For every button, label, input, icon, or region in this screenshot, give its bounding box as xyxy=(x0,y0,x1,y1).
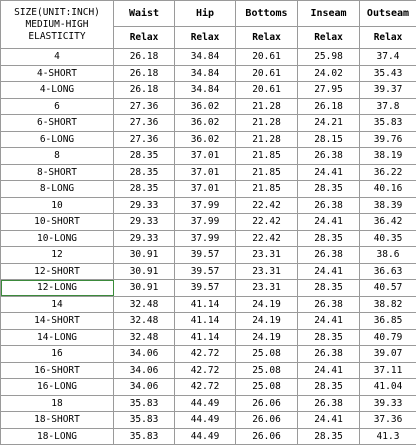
outseam-cell[interactable]: 41.3 xyxy=(360,428,416,445)
outseam-cell[interactable]: 36.63 xyxy=(360,263,416,280)
outseam-cell[interactable]: 35.43 xyxy=(360,65,416,82)
table-row xyxy=(1,131,416,148)
hip-cell[interactable]: 42.72 xyxy=(175,346,236,363)
outseam-cell[interactable]: 36.42 xyxy=(360,214,416,231)
size-cell[interactable]: 16 xyxy=(1,346,114,363)
hip-cell[interactable]: 44.49 xyxy=(175,412,236,429)
column-header-inseam[interactable]: Inseam xyxy=(298,1,360,27)
size-cell[interactable]: 8-SHORT xyxy=(1,164,114,181)
inseam-cell[interactable]: 26.38 xyxy=(298,296,360,313)
waist-cell[interactable]: 35.83 xyxy=(114,428,175,445)
hip-cell[interactable]: 34.84 xyxy=(175,65,236,82)
inseam-cell[interactable]: 24.41 xyxy=(298,164,360,181)
inseam-cell[interactable]: 24.41 xyxy=(298,263,360,280)
hip-cell[interactable]: 36.02 xyxy=(175,115,236,132)
bottoms-cell[interactable]: 20.61 xyxy=(236,65,298,82)
inseam-cell[interactable]: 25.98 xyxy=(298,49,360,66)
column-header-waist[interactable]: Waist xyxy=(114,1,175,27)
waist-cell[interactable]: 26.18 xyxy=(114,65,175,82)
inseam-cell[interactable]: 24.41 xyxy=(298,412,360,429)
hip-cell[interactable]: 36.02 xyxy=(175,98,236,115)
hip-cell[interactable]: 41.14 xyxy=(175,313,236,330)
size-cell[interactable]: 8-LONG xyxy=(1,181,114,198)
waist-cell[interactable]: 29.33 xyxy=(114,230,175,247)
size-cell[interactable]: 6-LONG xyxy=(1,131,114,148)
bottoms-cell[interactable]: 21.28 xyxy=(236,131,298,148)
outseam-cell[interactable]: 40.35 xyxy=(360,230,416,247)
hip-cell[interactable]: 39.57 xyxy=(175,263,236,280)
fit-label-hip[interactable]: Relax xyxy=(175,27,236,49)
outseam-cell[interactable]: 40.57 xyxy=(360,280,416,297)
bottoms-cell[interactable]: 25.08 xyxy=(236,346,298,363)
bottoms-cell[interactable]: 24.19 xyxy=(236,313,298,330)
table-row xyxy=(1,181,416,198)
size-cell[interactable]: 10 xyxy=(1,197,114,214)
table-row xyxy=(1,214,416,231)
bottoms-cell[interactable]: 23.31 xyxy=(236,263,298,280)
table-row xyxy=(1,412,416,429)
size-cell[interactable]: 16-SHORT xyxy=(1,362,114,379)
waist-cell[interactable]: 30.91 xyxy=(114,263,175,280)
hip-cell[interactable]: 37.01 xyxy=(175,148,236,165)
bottoms-cell[interactable]: 24.19 xyxy=(236,329,298,346)
outseam-cell[interactable]: 37.11 xyxy=(360,362,416,379)
bottoms-cell[interactable]: 26.06 xyxy=(236,428,298,445)
inseam-cell[interactable]: 26.38 xyxy=(298,395,360,412)
waist-cell[interactable]: 32.48 xyxy=(114,329,175,346)
waist-cell[interactable]: 35.83 xyxy=(114,412,175,429)
inseam-cell[interactable]: 27.95 xyxy=(298,82,360,99)
table-row xyxy=(1,65,416,82)
bottoms-cell[interactable]: 20.61 xyxy=(236,49,298,66)
hip-cell[interactable]: 44.49 xyxy=(175,428,236,445)
table-row xyxy=(1,197,416,214)
table-row xyxy=(1,82,416,99)
size-cell[interactable]: 6 xyxy=(1,98,114,115)
bottoms-cell[interactable]: 22.42 xyxy=(236,214,298,231)
outseam-cell[interactable]: 39.07 xyxy=(360,346,416,363)
bottoms-cell[interactable]: 25.08 xyxy=(236,379,298,396)
outseam-cell[interactable]: 38.6 xyxy=(360,247,416,264)
outseam-cell[interactable]: 37.4 xyxy=(360,49,416,66)
table-row xyxy=(1,148,416,165)
bottoms-cell[interactable]: 20.61 xyxy=(236,82,298,99)
size-unit-label: SIZE(UNIT:INCH) xyxy=(1,7,113,19)
size-cell[interactable]: 4-LONG xyxy=(1,82,114,99)
waist-cell[interactable]: 30.91 xyxy=(114,247,175,264)
inseam-cell[interactable]: 24.41 xyxy=(298,214,360,231)
hip-cell[interactable]: 41.14 xyxy=(175,296,236,313)
outseam-cell[interactable]: 38.19 xyxy=(360,148,416,165)
outseam-cell[interactable]: 37.36 xyxy=(360,412,416,429)
table-row xyxy=(1,428,416,445)
table-header xyxy=(1,1,416,49)
column-header-row xyxy=(1,1,416,27)
bottoms-cell[interactable]: 21.28 xyxy=(236,115,298,132)
elasticity-label-line1: MEDIUM-HIGH xyxy=(1,19,113,31)
bottoms-cell[interactable]: 23.31 xyxy=(236,247,298,264)
size-cell[interactable]: 16-LONG xyxy=(1,379,114,396)
waist-cell[interactable]: 30.91 xyxy=(114,280,175,297)
outseam-cell[interactable]: 36.85 xyxy=(360,313,416,330)
hip-cell[interactable]: 37.01 xyxy=(175,181,236,198)
bottoms-cell[interactable]: 23.31 xyxy=(236,280,298,297)
size-cell[interactable]: 14-LONG xyxy=(1,329,114,346)
table-row xyxy=(1,98,416,115)
size-cell[interactable]: 4 xyxy=(1,49,114,66)
fit-label-inseam[interactable]: Relax xyxy=(298,27,360,49)
waist-cell[interactable]: 34.06 xyxy=(114,379,175,396)
bottoms-cell[interactable]: 22.42 xyxy=(236,197,298,214)
hip-cell[interactable]: 44.49 xyxy=(175,395,236,412)
hip-cell[interactable]: 34.84 xyxy=(175,82,236,99)
size-cell[interactable]: 12-SHORT xyxy=(1,263,114,280)
bottoms-cell[interactable]: 26.06 xyxy=(236,412,298,429)
outseam-cell[interactable]: 39.33 xyxy=(360,395,416,412)
size-cell[interactable]: 12-LONG xyxy=(1,280,114,297)
size-cell[interactable]: 8 xyxy=(1,148,114,165)
bottoms-cell[interactable]: 24.19 xyxy=(236,296,298,313)
outseam-cell[interactable]: 39.76 xyxy=(360,131,416,148)
waist-cell[interactable]: 26.18 xyxy=(114,82,175,99)
size-cell[interactable]: 18-LONG xyxy=(1,428,114,445)
size-cell[interactable]: 10-SHORT xyxy=(1,214,114,231)
bottoms-cell[interactable]: 21.85 xyxy=(236,164,298,181)
elasticity-label-line2: ELASTICITY xyxy=(1,31,113,43)
waist-cell[interactable]: 29.33 xyxy=(114,214,175,231)
table-row xyxy=(1,313,416,330)
column-header-bottoms[interactable]: Bottoms xyxy=(236,1,298,27)
outseam-cell[interactable]: 35.83 xyxy=(360,115,416,132)
hip-cell[interactable]: 39.57 xyxy=(175,280,236,297)
waist-cell[interactable]: 28.35 xyxy=(114,148,175,165)
table-row xyxy=(1,296,416,313)
bottoms-cell[interactable]: 21.85 xyxy=(236,181,298,198)
inseam-cell[interactable]: 28.35 xyxy=(298,181,360,198)
size-cell[interactable]: 12 xyxy=(1,247,114,264)
waist-cell[interactable]: 26.18 xyxy=(114,49,175,66)
outseam-cell[interactable]: 38.39 xyxy=(360,197,416,214)
hip-cell[interactable]: 34.84 xyxy=(175,49,236,66)
fit-label-waist[interactable]: Relax xyxy=(114,27,175,49)
table-row xyxy=(1,263,416,280)
waist-cell[interactable]: 34.06 xyxy=(114,362,175,379)
waist-cell[interactable]: 35.83 xyxy=(114,395,175,412)
table-row xyxy=(1,395,416,412)
size-cell[interactable]: 14 xyxy=(1,296,114,313)
waist-cell[interactable]: 29.33 xyxy=(114,197,175,214)
fit-label-bottoms[interactable]: Relax xyxy=(236,27,298,49)
table-body xyxy=(1,49,416,445)
table-row xyxy=(1,164,416,181)
inseam-cell[interactable]: 26.38 xyxy=(298,148,360,165)
hip-cell[interactable]: 39.57 xyxy=(175,247,236,264)
table-row xyxy=(1,247,416,264)
inseam-cell[interactable]: 28.35 xyxy=(298,280,360,297)
inseam-cell[interactable]: 26.38 xyxy=(298,197,360,214)
table-row xyxy=(1,280,416,297)
outseam-cell[interactable]: 40.79 xyxy=(360,329,416,346)
table-row xyxy=(1,346,416,363)
hip-cell[interactable]: 37.01 xyxy=(175,164,236,181)
table-row xyxy=(1,49,416,66)
hip-cell[interactable]: 41.14 xyxy=(175,329,236,346)
waist-cell[interactable]: 34.06 xyxy=(114,346,175,363)
table-row xyxy=(1,379,416,396)
table-row xyxy=(1,115,416,132)
size-cell[interactable]: 4-SHORT xyxy=(1,65,114,82)
inseam-cell[interactable]: 26.18 xyxy=(298,98,360,115)
size-cell[interactable]: 18-SHORT xyxy=(1,412,114,429)
size-header-cell[interactable] xyxy=(1,1,114,49)
inseam-cell[interactable]: 28.35 xyxy=(298,329,360,346)
outseam-cell[interactable]: 41.04 xyxy=(360,379,416,396)
size-cell[interactable]: 18 xyxy=(1,395,114,412)
column-header-hip[interactable]: Hip xyxy=(175,1,236,27)
hip-cell[interactable]: 36.02 xyxy=(175,131,236,148)
hip-cell[interactable]: 37.99 xyxy=(175,214,236,231)
outseam-cell[interactable]: 40.16 xyxy=(360,181,416,198)
inseam-cell[interactable]: 28.15 xyxy=(298,131,360,148)
inseam-cell[interactable]: 28.35 xyxy=(298,379,360,396)
waist-cell[interactable]: 27.36 xyxy=(114,98,175,115)
size-cell[interactable]: 10-LONG xyxy=(1,230,114,247)
hip-cell[interactable]: 42.72 xyxy=(175,362,236,379)
bottoms-cell[interactable]: 21.28 xyxy=(236,98,298,115)
hip-cell[interactable]: 37.99 xyxy=(175,197,236,214)
outseam-cell[interactable]: 38.82 xyxy=(360,296,416,313)
inseam-cell[interactable]: 28.35 xyxy=(298,230,360,247)
table-row xyxy=(1,329,416,346)
table-row xyxy=(1,230,416,247)
size-cell[interactable]: 14-SHORT xyxy=(1,313,114,330)
hip-cell[interactable]: 37.99 xyxy=(175,230,236,247)
bottoms-cell[interactable]: 21.85 xyxy=(236,148,298,165)
inseam-cell[interactable]: 24.02 xyxy=(298,65,360,82)
outseam-cell[interactable]: 37.8 xyxy=(360,98,416,115)
inseam-cell[interactable]: 24.41 xyxy=(298,313,360,330)
fit-label-outseam[interactable]: Relax xyxy=(360,27,416,49)
waist-cell[interactable]: 28.35 xyxy=(114,164,175,181)
waist-cell[interactable]: 32.48 xyxy=(114,313,175,330)
inseam-cell[interactable]: 28.35 xyxy=(298,428,360,445)
waist-cell[interactable]: 32.48 xyxy=(114,296,175,313)
waist-cell[interactable]: 27.36 xyxy=(114,115,175,132)
bottoms-cell[interactable]: 25.08 xyxy=(236,362,298,379)
hip-cell[interactable]: 42.72 xyxy=(175,379,236,396)
table-row xyxy=(1,362,416,379)
waist-cell[interactable]: 27.36 xyxy=(114,131,175,148)
size-cell[interactable]: 6-SHORT xyxy=(1,115,114,132)
inseam-cell[interactable]: 26.38 xyxy=(298,247,360,264)
inseam-cell[interactable]: 24.41 xyxy=(298,362,360,379)
outseam-cell[interactable]: 36.22 xyxy=(360,164,416,181)
inseam-cell[interactable]: 26.38 xyxy=(298,346,360,363)
waist-cell[interactable]: 28.35 xyxy=(114,181,175,198)
bottoms-cell[interactable]: 22.42 xyxy=(236,230,298,247)
inseam-cell[interactable]: 24.21 xyxy=(298,115,360,132)
outseam-cell[interactable]: 39.37 xyxy=(360,82,416,99)
column-header-outseam[interactable]: Outseam xyxy=(360,1,416,27)
bottoms-cell[interactable]: 26.06 xyxy=(236,395,298,412)
